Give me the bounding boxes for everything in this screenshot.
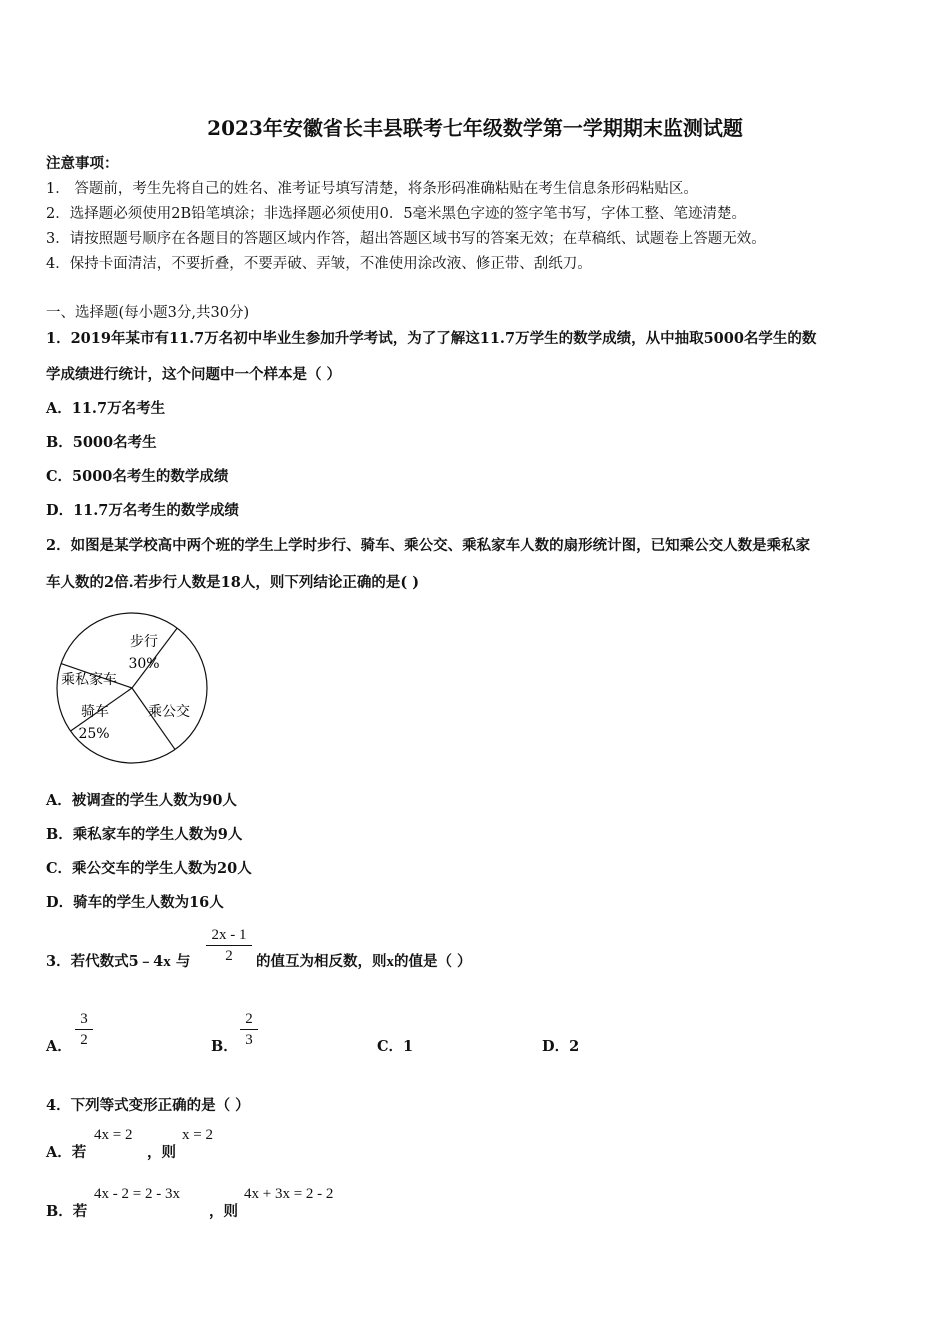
q4-option-b-expr1: 4x - 2 = 2 - 3x [94,1186,180,1202]
q3-option-a-fraction [74,1009,94,1050]
q3-frac-num: 2x - 1 [211,927,247,943]
q3-stem-suffix [256,950,472,971]
q3-option-a-label: A． [46,1038,72,1055]
q3-option-a-num: 3 [80,1011,88,1027]
bike-pct: 25% [78,726,110,742]
q3-frac-den: 2 [225,948,233,964]
q3-prefix: 3．若代数式5﹣4 [46,953,164,970]
q4-option-a-expr1: 4x = 2 [94,1127,133,1143]
page-title: 2023年安徽省长丰县联考七年级数学第一学期期末监测试题 [207,116,743,140]
q2-option-b: B．乘私家车的学生人数为9人 [46,826,243,843]
q4-option-a-mid: ，则 [147,1144,176,1161]
q3-option-c: C．1 [377,1038,414,1055]
q3-option-b-fraction [239,1009,259,1050]
q1-option-a: A．11.7万名考生 [46,400,166,417]
q3-option-b-den: 3 [245,1032,253,1048]
q1-stem-line1: 1．2019年某市有11.7万名初中毕业生参加升学考试，为了了解这11.7万学生的数学成绩，从中抽取5000名学生的数 [46,330,817,347]
q2-option-c: C．乘公交车的学生人数为20人 [46,860,252,877]
bus-label: 乘公交 [148,704,190,720]
notice-heading: 注意事项： [46,155,119,172]
bike-label: 骑车 [81,704,109,720]
notice-item-3: 3．请按照题号顺序在各题目的答题区域内作答，超出答题区域书写的答案无效；在草稿纸、试题卷上答题无效。 [46,231,766,247]
q4-option-b-label: B．若 [46,1203,88,1220]
notice-item-4: 4．保持卡面清洁，不要折叠，不要弄破、弄皱，不准使用涂改液、修正带、刮纸刀。 [46,256,592,272]
pie-chart [50,608,215,770]
q4-option-b-mid: ，则 [209,1203,238,1220]
walk-label: 步行 [130,634,158,650]
q3-var-x2: x [386,954,394,970]
q1-option-b: B．5000名考生 [46,434,157,451]
q3-fraction [205,925,253,966]
q3-stem-prefix [46,950,190,971]
q4-option-a-expr2: x = 2 [182,1127,213,1143]
q3-option-a-den: 2 [80,1032,88,1048]
q3-option-d: D．2 [542,1038,580,1055]
q1-option-c: C．5000名考生的数学成绩 [46,468,229,485]
notice-item-1: 1． 答题前，考生先将自己的姓名、准考证号填写清楚，将条形码准确粘贴在考生信息条形码粘贴区。 [46,181,698,197]
q4-option-b-expr2: 4x + 3x = 2 - 2 [244,1186,334,1202]
q2-option-d: D．骑车的学生人数为16人 [46,894,224,911]
q2-stem-line2: 车人数的2倍.若步行人数是18人，则下列结论正确的是( ) [46,574,420,591]
q4-stem: 4．下列等式变形正确的是（ ） [46,1097,250,1114]
q3-option-b-num: 2 [245,1011,253,1027]
section-heading: 一、选择题(每小题3分,共30分) [46,305,250,321]
q3-suffix-a: 的值互为相反数，则 [256,953,387,970]
q4-option-a-label: A．若 [46,1144,87,1161]
q2-option-a: A．被调查的学生人数为90人 [46,792,237,809]
walk-pct: 30% [128,656,160,672]
q3-option-b-label: B． [211,1038,238,1055]
car-label: 乘私家车 [61,672,117,688]
q1-stem-line2: 学成绩进行统计，这个问题中一个样本是（ ） [46,366,342,383]
q3-suffix-b: 的值是（ ） [394,953,472,970]
q1-option-d: D．11.7万名考生的数学成绩 [46,502,239,519]
q2-stem-line1: 2．如图是某学校高中两个班的学生上学时步行、骑车、乘公交、乘私家车人数的扇形统计图，已知乘公交人数是乘私家 [46,537,811,554]
q3-with: 与 [170,953,191,970]
notice-item-2: 2．选择题必须使用2B铅笔填涂；非选择题必须使用0．5毫米黑色字迹的签字笔书写，字体工整、笔迹清楚。 [46,206,747,222]
q3-var-x: x [163,954,171,970]
